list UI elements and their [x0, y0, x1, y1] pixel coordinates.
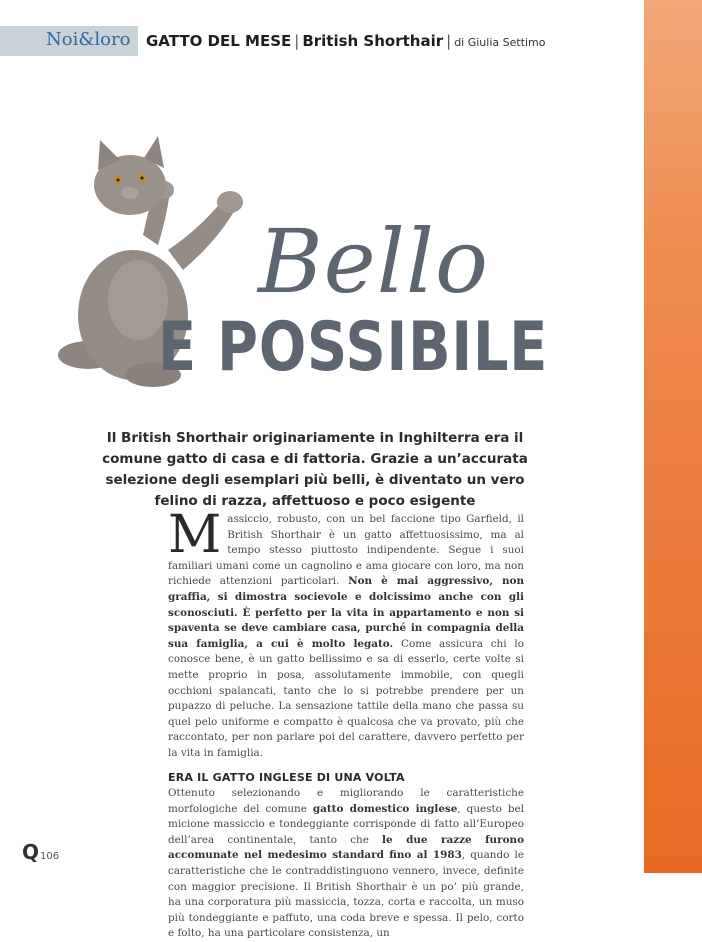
page-number: 106: [40, 851, 60, 862]
text-run: , questo bel micione massiccio e tondeggiante corrisponde di fatto all’Europeo dell’area continentale, tanto che: [168, 802, 525, 846]
category-label: GATTO DEL MESE: [146, 32, 292, 50]
text-run: , quando le caratteristiche che le contraddistinguono vennero, invece, definite con maggior precisione. Il British Shorthair è un po’ più grande, ha una corporatura più massiccia, tozza, corta e raccolta, un muso più tondeggiante e paffuto, una coda breve e spessa. Il pelo, corto e folto, ha una particolare consistenza, un: [168, 849, 524, 940]
article-body: [168, 505, 525, 942]
bold-text-run: Non è mai aggressivo, non graffia, si dimostra socievole e dolcissimo anche con gli sconosciuti. È perfetto per la vita in appartamento e non si spaventa se deve cambiare casa, purché in compagnia della sua famiglia, a cui è molto legato.: [168, 575, 525, 650]
orange-edge-band: [644, 0, 702, 873]
kicker: [146, 32, 546, 50]
section-subheading: ERA IL GATTO INGLESE DI UNA VOLTA: [168, 770, 405, 784]
cat-paw-right: [217, 191, 243, 213]
drop-cap: M: [168, 505, 222, 565]
page-header: [0, 26, 640, 56]
separator: |: [294, 32, 300, 50]
bold-text-run: le due razze furono accomunate nel medesimo standard fino al 1983: [168, 833, 524, 862]
author-byline: di Giulia Settimo: [454, 36, 546, 49]
page-folio: [22, 840, 59, 864]
topic-label: British Shorthair: [302, 32, 444, 50]
text-run: assiccio, robusto, con un bel faccione tipo Garfield, il British Shorthair è un gatto affettuosissimo, ma al tempo stesso piuttosto indipendente. Segue i suoi familiari umani come un cagnolino e ama giocare con loro, ma non richiede attenzioni particolari.: [168, 513, 524, 588]
bold-text-run: gatto domestico inglese: [312, 802, 458, 815]
title-line1: Bello: [258, 210, 490, 313]
lead-paragraph: Il British Shorthair originariamente in Inghilterra era il comune gatto di casa e di fattoria. Grazie a un’accurata selezione degli esemplari più belli, è diventato un vero felino di razza, affettuoso e poco esigente: [102, 430, 528, 509]
section-tab: [0, 26, 138, 56]
text-run: Ottenuto selezionando e migliorando le caratteristiche morfologiche del comune: [168, 787, 524, 815]
section-label: Noi&loro: [46, 29, 131, 50]
cat-muzzle: [121, 187, 139, 199]
paragraph-1: [168, 505, 525, 762]
text-run: Come assicura chi lo conosce bene, è un gatto bellissimo e sa di esserlo, certe volte si mette proprio in posa, assolutamente immobile, con quegli occhioni spalancati, tanto che lo si potrebbe prendere per un pupazzo di peluche. La sensazione tattile della mano che passa su quel pelo uniforme e compatto è qualcosa che va provato, più che raccontato, per non parlare poi del carattere, davvero perfetto per la vita in famiglia.: [168, 637, 524, 759]
title-line2: E POSSIBILE: [158, 308, 549, 387]
paragraph-2: [168, 786, 524, 942]
magazine-logo: Q: [22, 840, 40, 864]
separator: |: [446, 32, 452, 50]
